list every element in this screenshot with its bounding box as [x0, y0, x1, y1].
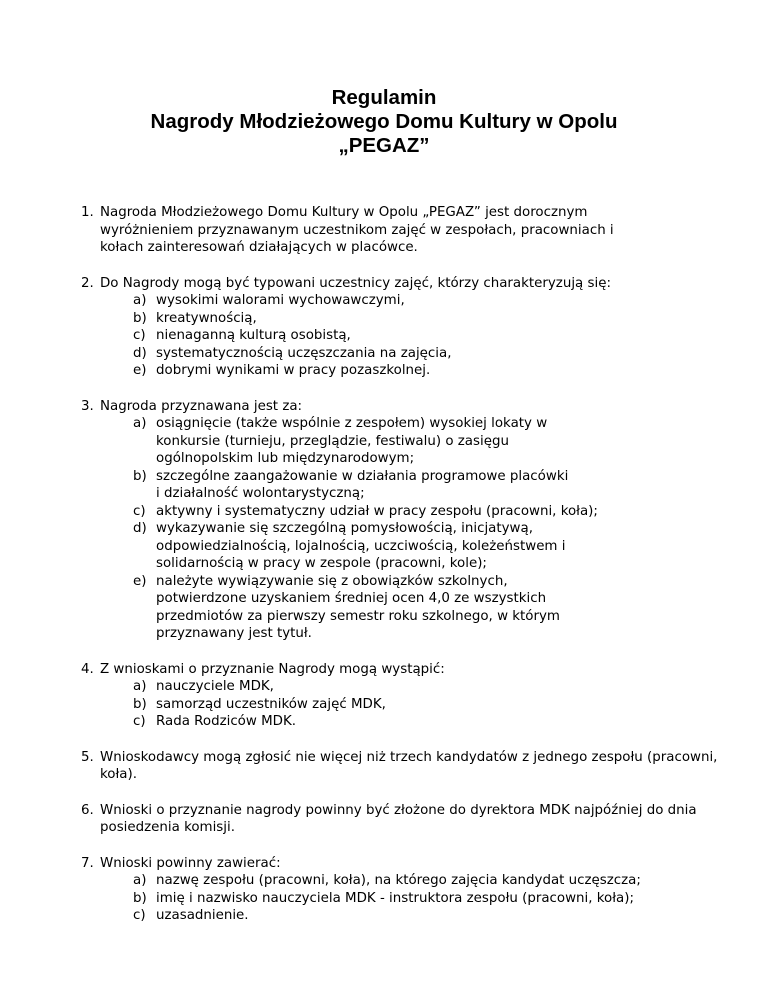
sub-item-letter: b) [133, 890, 147, 906]
list-item [81, 661, 731, 731]
sub-list [133, 678, 731, 731]
sub-list [133, 415, 598, 643]
sub-item-text: imię i nazwisko nauczyciela MDK - instruktora zespołu (pracowni, koła); [156, 890, 634, 906]
sub-item-letter: a) [133, 416, 147, 431]
sub-list-item [133, 907, 731, 925]
list-item [81, 275, 731, 380]
sub-item-text: szczególne zaangażowanie w działania programowe placówki i działalność wolontarystyczną; [156, 468, 569, 501]
item-text: Wnioskodawcy mogą zgłosić nie więcej niż trzech kandydatów z jednego zespołu (pracowni, koła). [100, 749, 718, 782]
item-number: 6. [81, 802, 94, 818]
sub-list-item [133, 468, 576, 503]
sub-item-text: nazwę zespołu (pracowni, koła), na którego zajęcia kandydat uczęszcza; [156, 873, 641, 888]
sub-item-letter: e) [133, 573, 147, 589]
sub-item-letter: c) [133, 908, 146, 923]
item-number: 3. [81, 398, 94, 414]
sub-item-letter: d) [133, 345, 147, 361]
item-text: Z wnioskami o przyznanie Nagrody mogą wystąpić: [100, 661, 445, 677]
sub-item-text: Rada Rodziców MDK. [156, 714, 296, 729]
sub-list-item [133, 415, 598, 468]
sub-list [133, 872, 731, 925]
sub-list-item [133, 292, 731, 310]
document-title [0, 86, 768, 158]
sub-item-letter: e) [133, 363, 147, 378]
list-item [81, 398, 731, 643]
sub-item-letter: a) [133, 293, 147, 308]
item-number: 2. [81, 275, 94, 291]
sub-item-letter: d) [133, 521, 147, 536]
list-item [81, 855, 731, 925]
sub-list-item [133, 520, 588, 573]
sub-list-item [133, 872, 731, 890]
sub-item-letter: c) [133, 503, 146, 519]
title-line-3: „PEGAZ” [338, 134, 430, 157]
item-number: 7. [81, 855, 94, 871]
sub-list-item [133, 890, 731, 908]
sub-item-letter: b) [133, 696, 147, 712]
sub-item-text: należyte wywiązywanie się z obowiązków szkolnych, potwierdzone uzyskaniem średniej ocen 4,0 ze wszystkich przedmiotów za pierwszy semestr roku szkolnego, w którym przyznawany jest tytuł. [156, 573, 560, 641]
sub-item-letter: c) [133, 714, 146, 729]
title-line-1: Regulamin [331, 86, 437, 109]
sub-item-letter: c) [133, 328, 146, 343]
sub-list-item [133, 362, 731, 380]
sub-item-text: osiągnięcie (także wspólnie z zespołem) wysokiej lokaty w konkursie (turnieju, przeglądzie, festiwalu) o zasięgu ogólnopolskim lub międzynarodowym; [156, 416, 548, 466]
sub-list-item [133, 713, 731, 731]
item-text: Nagroda przyznawana jest za: [100, 398, 303, 414]
sub-list-item [133, 345, 731, 363]
title-line-2: Nagrody Młodzieżowego Domu Kultury w Opolu [150, 110, 618, 133]
sub-item-letter: b) [133, 310, 147, 326]
list-item [81, 749, 731, 784]
sub-list-item [133, 327, 731, 345]
sub-item-text: wykazywanie się szczególną pomysłowością, inicjatywą, odpowiedzialnością, lojalnością, uczciwością, koleżeństwem i solidarnością w pracy w zespole (pracowni, kole); [156, 521, 566, 571]
list-item [81, 204, 731, 257]
item-text: Wnioski o przyznanie nagrody powinny być złożone do dyrektora MDK najpóźniej do dnia posiedzenia komisji. [100, 802, 697, 835]
item-number: 4. [81, 661, 94, 677]
sub-item-text: systematycznością uczęszczania na zajęcia, [156, 345, 452, 361]
sub-item-text: uzasadnienie. [156, 908, 249, 923]
sub-item-letter: b) [133, 468, 147, 484]
sub-item-text: wysokimi walorami wychowawczymi, [156, 293, 405, 308]
item-text: Wnioski powinny zawierać: [100, 855, 281, 871]
sub-list-item [133, 573, 598, 643]
list-item [81, 802, 731, 837]
sub-item-letter: a) [133, 873, 147, 888]
sub-item-text: nienaganną kulturą osobistą, [156, 328, 351, 343]
item-number: 5. [81, 749, 94, 765]
item-text: Nagroda Młodzieżowego Domu Kultury w Opolu „PEGAZ” jest dorocznym wyróżnieniem przyznawanym uczestnikom zajęć w zespołach, pracowniach i kołach zainteresowań działających w placówce. [100, 205, 614, 255]
regulation-list [81, 204, 731, 943]
sub-list-item [133, 503, 676, 521]
sub-item-text: samorząd uczestników zajęć MDK, [156, 696, 386, 712]
sub-item-text: kreatywnością, [156, 310, 257, 326]
sub-list-item [133, 678, 731, 696]
sub-list-item [133, 310, 731, 328]
sub-item-text: dobrymi wynikami w pracy pozaszkolnej. [156, 363, 431, 378]
sub-item-text: aktywny i systematyczny udział w pracy zespołu (pracowni, koła); [156, 503, 598, 519]
sub-list-item [133, 696, 731, 714]
sub-item-letter: a) [133, 679, 147, 694]
item-text: Do Nagrody mogą być typowani uczestnicy zajęć, którzy charakteryzują się: [100, 275, 611, 291]
sub-list [133, 292, 731, 380]
item-number: 1. [81, 205, 94, 220]
sub-item-text: nauczyciele MDK, [156, 679, 274, 694]
